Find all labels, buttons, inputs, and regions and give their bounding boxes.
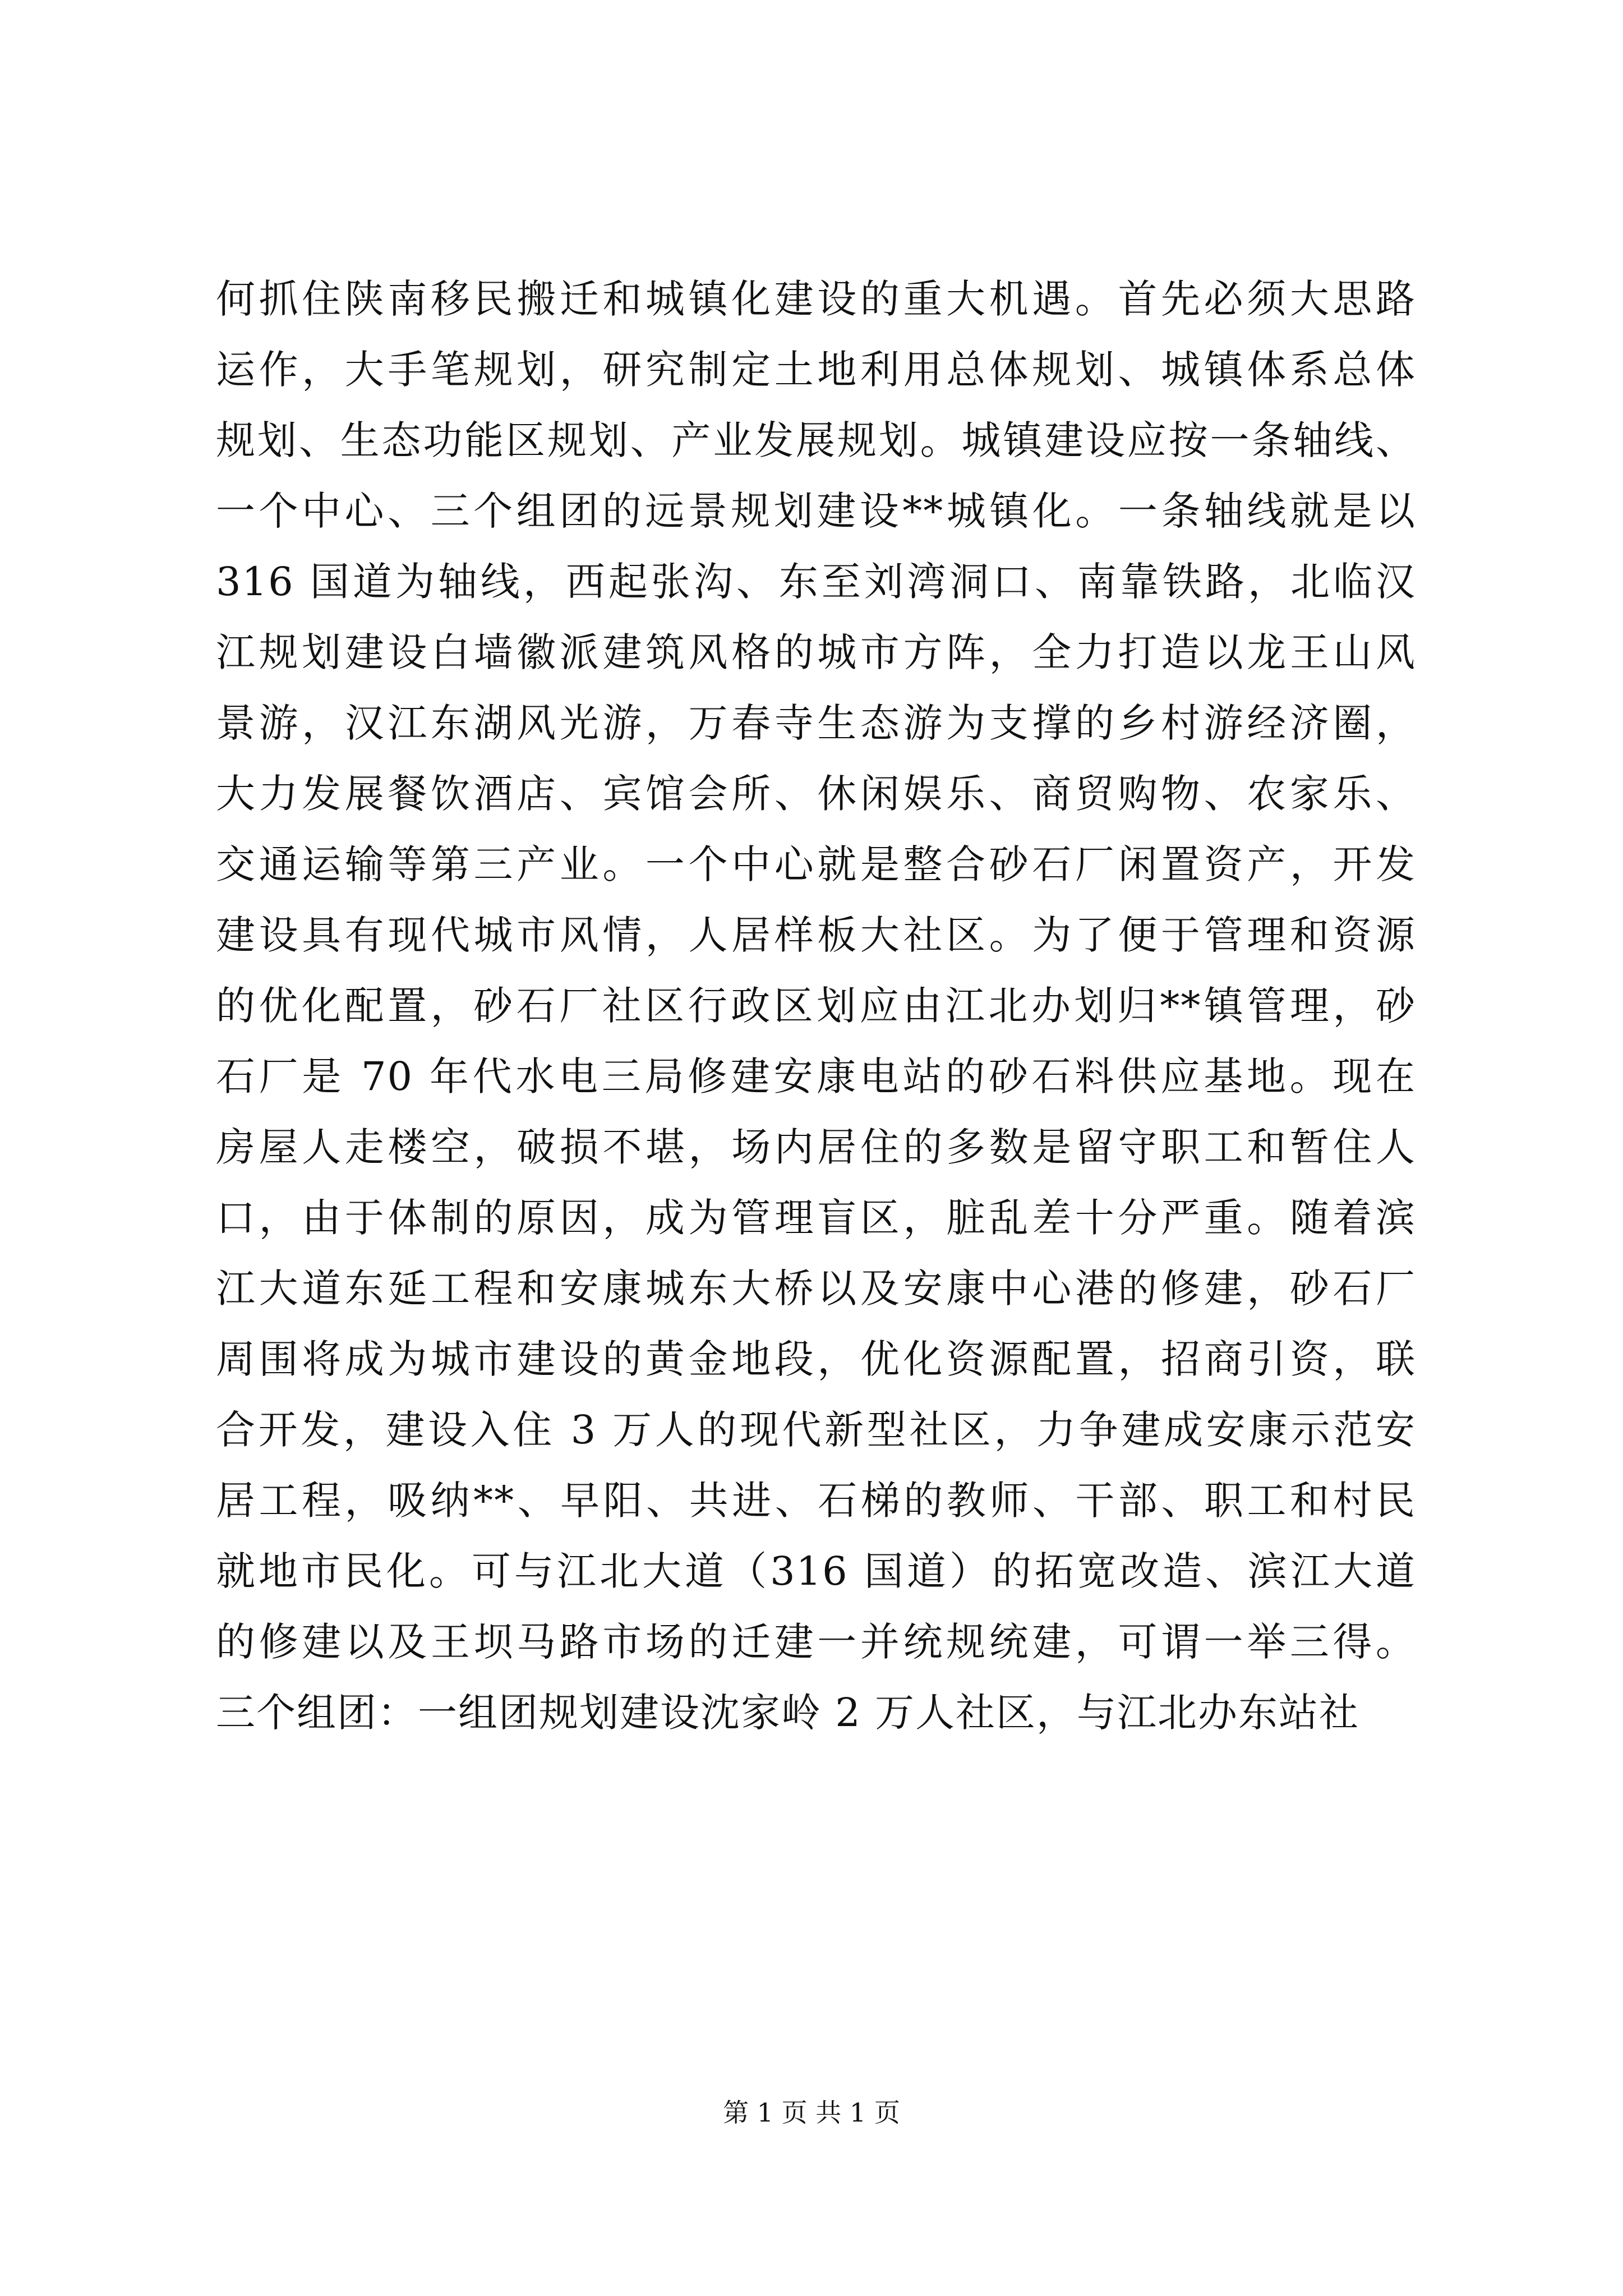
text-line: 江规划建设白墙徽派建筑风格的城市方阵，全力打造以龙王山风: [216, 629, 1416, 675]
text-line: 三个组团：一组团规划建设沈家岭 2 万人社区，与江北办东站社: [216, 1690, 1360, 1736]
text-line: 大力发展餐饮酒店、宾馆会所、休闲娱乐、商贸购物、农家乐、: [216, 771, 1416, 817]
text-line: 运作，大手笔规划，研究制定土地利用总体规划、城镇体系总体: [216, 347, 1416, 393]
text-line: 口，由于体制的原因，成为管理盲区，脏乱差十分严重。随着滨: [216, 1195, 1416, 1241]
text-line: 规划、生态功能区规划、产业发展规划。城镇建设应按一条轴线、: [216, 417, 1416, 463]
text-line: 江大道东延工程和安康城东大桥以及安康中心港的修建，砂石厂: [216, 1266, 1416, 1312]
body-paragraph: [216, 264, 1416, 1748]
text-line: 的修建以及王坝马路市场的迁建一并统规统建，可谓一举三得。: [216, 1619, 1416, 1665]
text-line: 何抓住陕南移民搬迁和城镇化建设的重大机遇。首先必须大思路: [216, 276, 1416, 322]
text-line: 房屋人走楼空，破损不堪，场内居住的多数是留守职工和暂住人: [216, 1124, 1416, 1170]
text-line: 居工程，吸纳**、早阳、共进、石梯的教师、干部、职工和村民: [216, 1478, 1416, 1524]
text-line: 316 国道为轴线，西起张沟、东至刘湾洞口、南靠铁路，北临汉: [216, 559, 1416, 605]
text-line: 就地市民化。可与江北大道（316 国道）的拓宽改造、滨江大道: [216, 1548, 1416, 1594]
text-line: 石厂是 70 年代水电三局修建安康电站的砂石料供应基地。现在: [216, 1053, 1416, 1099]
text-line: 建设具有现代城市风情，人居样板大社区。为了便于管理和资源: [216, 912, 1416, 958]
page-footer: 第 1 页 共 1 页: [723, 2097, 900, 2128]
text-line: 交通运输等第三产业。一个中心就是整合砂石厂闲置资产，开发: [216, 841, 1416, 887]
text-line: 一个中心、三个组团的远景规划建设**城镇化。一条轴线就是以: [216, 488, 1416, 534]
text-line: 周围将成为城市建设的黄金地段，优化资源配置，招商引资，联: [216, 1336, 1416, 1382]
text-line: 的优化配置，砂石厂社区行政区划应由江北办划归**镇管理，砂: [216, 983, 1416, 1029]
text-line: 合开发，建设入住 3 万人的现代新型社区，力争建成安康示范安: [216, 1407, 1416, 1453]
text-line: 景游，汉江东湖风光游，万春寺生态游为支撑的乡村游经济圈，: [216, 700, 1416, 746]
